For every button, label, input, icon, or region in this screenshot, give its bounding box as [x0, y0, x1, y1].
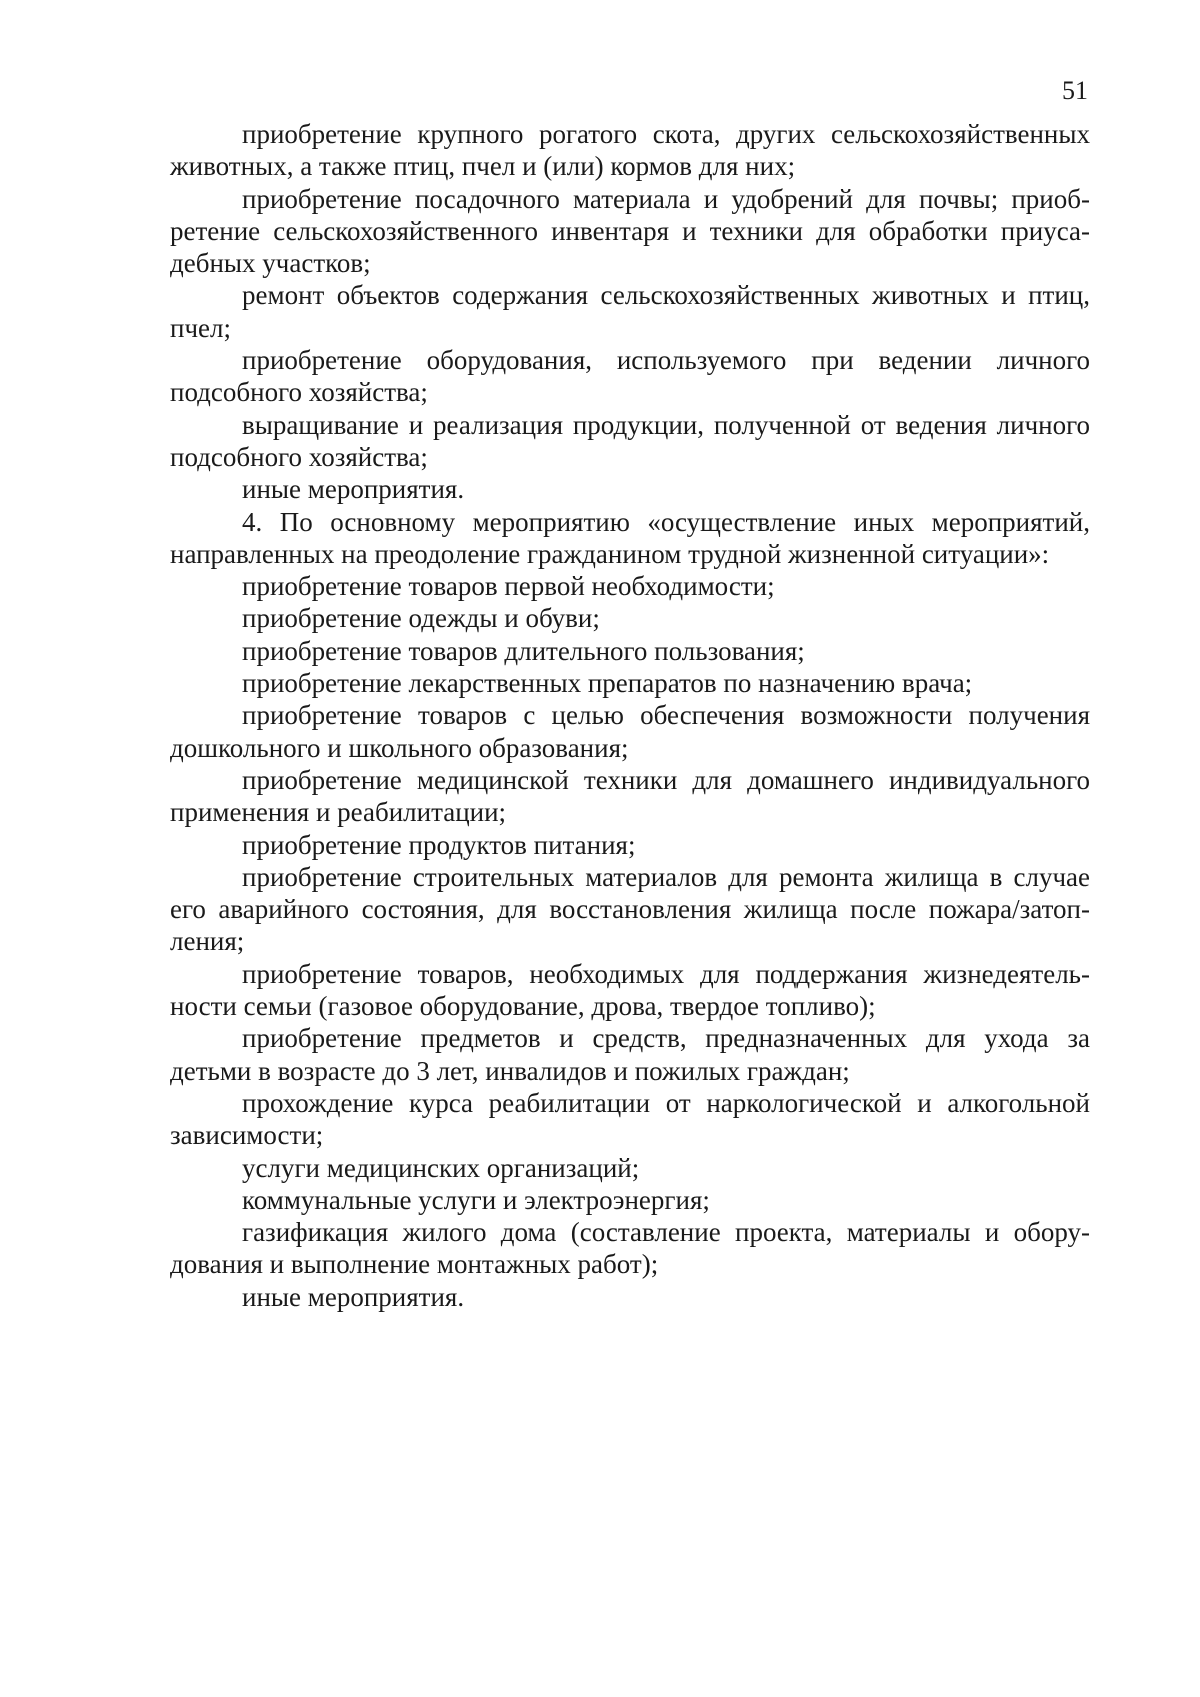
- paragraph: приобретение товаров, необходимых для поддержания жизнедеятельности семьи (газовое оборудование, дрова, твердое топливо);: [170, 958, 1090, 1022]
- paragraph: приобретение оборудования, используемого при ведении личного подсобного хозяйства;: [170, 345, 1090, 408]
- page-number: 51: [1062, 76, 1088, 105]
- paragraph: приобретение строительных материалов для ремонта жилища в случае его аварийного состояния, для восстановления жилища после пожара/затопления;: [170, 861, 1090, 957]
- paragraph: приобретение одежды и обуви;: [242, 603, 600, 634]
- paragraph: коммунальные услуги и электроэнергия;: [242, 1184, 710, 1215]
- paragraph: приобретение предметов и средств, предназначенных для ухода за детьми в возрасте до 3 лет, инвалидов и пожилых граждан;: [170, 1023, 1090, 1086]
- paragraph: выращивание и реализация продукции, полученной от ведения личного подсобного хозяйства;: [170, 409, 1090, 472]
- paragraph: иные мероприятия.: [242, 474, 465, 505]
- paragraph: приобретение посадочного материала и удобрений для почвы; приобретение сельскохозяйственного инвентаря и техники для обработки приусадебных участков;: [170, 183, 1090, 279]
- document-body: [170, 118, 1090, 1313]
- paragraph: приобретение лекарственных препаратов по назначению врача;: [242, 668, 973, 699]
- paragraph: приобретение товаров длительного пользования;: [242, 635, 805, 666]
- paragraph: приобретение товаров первой необходимости;: [242, 571, 775, 602]
- paragraph: газификация жилого дома (составление проекта, материалы и оборудования и выполнение монтажных работ);: [170, 1217, 1090, 1280]
- paragraph: приобретение товаров с целью обеспечения возможности получения дошкольного и школьного образования;: [170, 700, 1090, 763]
- paragraph: иные мероприятия.: [242, 1281, 465, 1312]
- paragraph: услуги медицинских организаций;: [242, 1152, 640, 1183]
- paragraph: ремонт объектов содержания сельскохозяйственных животных и птиц, пчел;: [170, 280, 1090, 343]
- paragraph: приобретение крупного рогатого скота, других сельскохозяйственных животных, а также птиц, пчел и (или) кормов для них;: [170, 119, 1090, 182]
- paragraph: 4. По основному мероприятию «осуществление иных мероприятий, направленных на преодоление гражданином трудной жизненной ситуации»:: [170, 506, 1090, 569]
- paragraph: приобретение продуктов питания;: [242, 829, 636, 860]
- paragraph: приобретение медицинской техники для домашнего индивидуального применения и реабилитации;: [170, 764, 1090, 828]
- paragraph: прохождение курса реабилитации от наркологической и алкогольной зависимости;: [170, 1087, 1090, 1151]
